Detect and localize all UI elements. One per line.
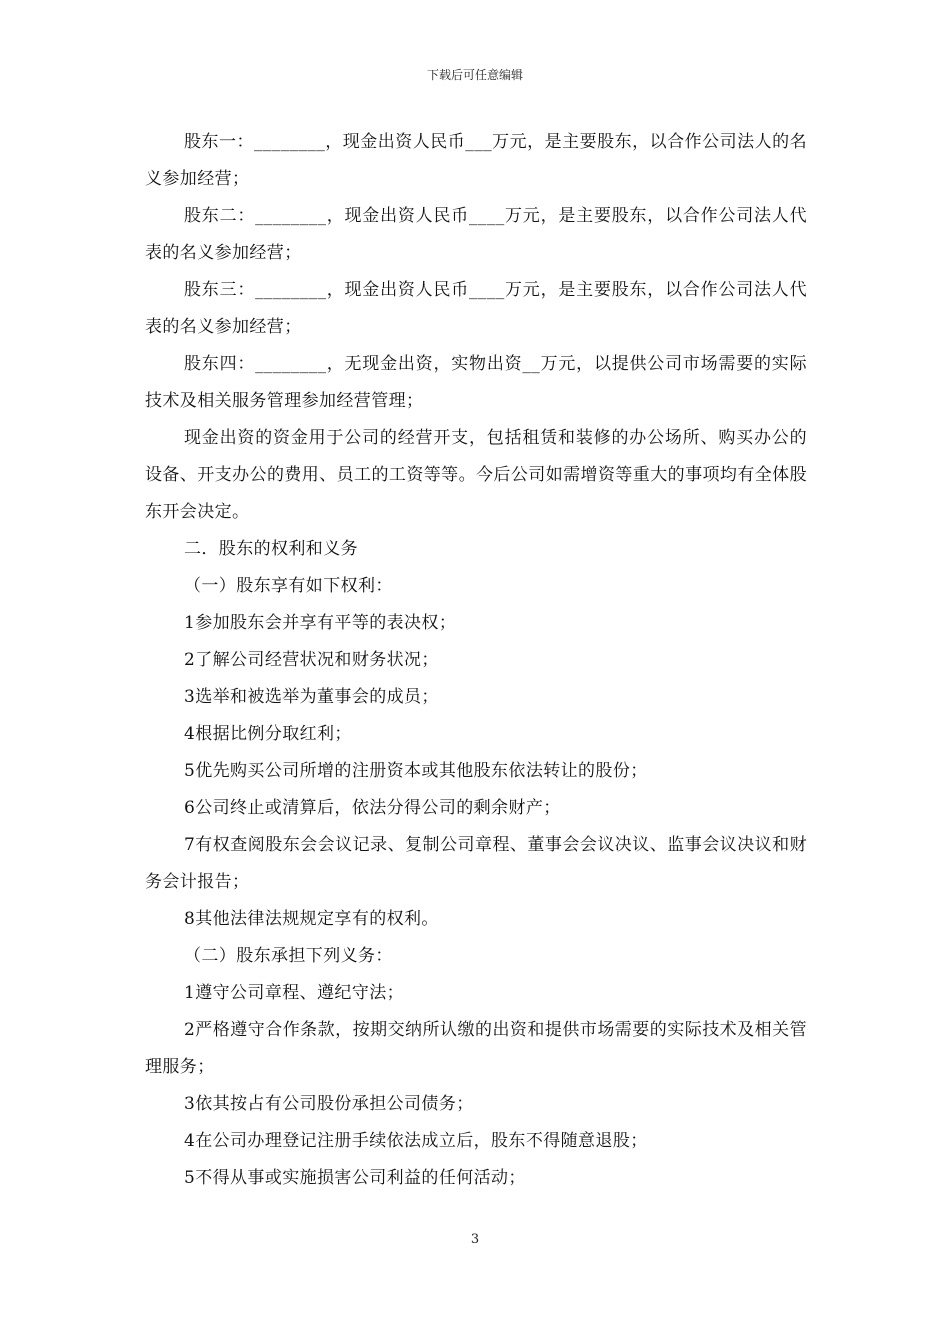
paragraph-shareholder-3: 股东三：________，现金出资人民币____万元，是主要股东，以合作公司法人代表的名义参加经营；	[145, 280, 807, 337]
list-item-duty-5: 5不得从事或实施损害公司利益的任何活动；	[184, 1168, 526, 1188]
list-item-right-2: 2了解公司经营状况和财务状况；	[184, 650, 439, 670]
paragraph-shareholder-4: 股东四：________，无现金出资，实物出资__万元，以提供公司市场需要的实际技术及相关服务管理参加经营管理；	[145, 354, 807, 411]
subheading-duties: （二）股东承担下列义务：	[184, 946, 393, 966]
list-item-right-4: 4根据比例分取红利；	[184, 724, 352, 744]
subheading-rights: （一）股东享有如下权利：	[184, 576, 393, 596]
section-heading-rights-duties: 二．股东的权利和义务	[184, 539, 358, 559]
paragraph-cash-usage: 现金出资的资金用于公司的经营开支，包括租赁和装修的办公场所、购买办公的设备、开支办公的费用、员工的工资等等。今后公司如需增资等重大的事项均有全体股东开会决定。	[145, 428, 807, 522]
list-item-right-1: 1参加股东会并享有平等的表决权；	[184, 613, 457, 633]
page-number: 3	[470, 1232, 480, 1247]
list-item-right-3: 3选举和被选举为董事会的成员；	[184, 687, 439, 707]
list-item-right-6: 6公司终止或清算后，依法分得公司的剩余财产；	[184, 798, 561, 818]
list-item-duty-1: 1遵守公司章程、遵纪守法；	[184, 983, 405, 1003]
list-item-right-5: 5优先购买公司所增的注册资本或其他股东依法转让的股份；	[184, 761, 648, 781]
document-body	[145, 124, 807, 1197]
list-item-right-8: 8其他法律法规规定享有的权利。	[184, 909, 439, 929]
list-item-duty-3: 3依其按占有公司股份承担公司债务；	[184, 1094, 474, 1114]
list-item-duty-2: 2严格遵守合作条款，按期交纳所认缴的出资和提供市场需要的实际技术及相关管理服务；	[145, 1020, 807, 1077]
page-header: 下载后可任意编辑	[426, 68, 523, 82]
list-item-right-7: 7有权查阅股东会会议记录、复制公司章程、董事会会议决议、监事会议决议和财务会计报告；	[145, 835, 807, 892]
list-item-duty-4: 4在公司办理登记注册手续依法成立后，股东不得随意退股；	[184, 1131, 648, 1151]
paragraph-shareholder-1: 股东一：________，现金出资人民币___万元，是主要股东，以合作公司法人的名义参加经营；	[145, 132, 807, 189]
paragraph-shareholder-2: 股东二：________，现金出资人民币____万元，是主要股东，以合作公司法人代表的名义参加经营；	[145, 206, 807, 263]
